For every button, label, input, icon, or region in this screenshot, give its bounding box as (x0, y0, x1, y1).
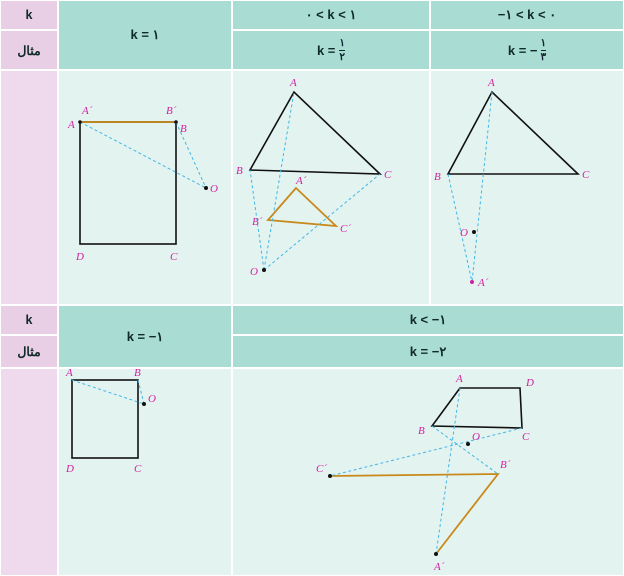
k-minus-third-numerator: ١ (540, 37, 547, 49)
label-a: A (290, 77, 297, 89)
range-minus1-to-0-value: −١ < k < ٠ (497, 7, 557, 22)
cell-k-minus-two (232, 335, 624, 368)
body-left-strip-row1 (0, 70, 58, 305)
label-o: O (148, 393, 156, 405)
label-b: B (434, 171, 441, 183)
figure-k-minus-one (58, 368, 232, 576)
label-b: B (134, 368, 141, 379)
label-d: D (526, 377, 534, 389)
k-minus-third-prefix: k = − (507, 42, 538, 58)
rectangle-abcd (80, 122, 176, 244)
triangle-a-b-c-prime (268, 188, 336, 226)
header-k-label: k (25, 8, 33, 22)
cell-k-half (232, 30, 430, 70)
label-b-prime: B´ (500, 459, 511, 471)
label-d: D (76, 251, 84, 263)
k-half-numerator: ١ (339, 37, 346, 49)
header-k-row1 (0, 0, 58, 30)
figure-k-minus-two-svg (232, 368, 624, 576)
rectangle-abcd (72, 380, 138, 458)
header-example-label-2: مثال (17, 345, 41, 359)
figure-k-minus-one-svg (58, 368, 232, 576)
label-a-prime: A´ (82, 105, 93, 117)
cell-k-equals-one (58, 0, 232, 70)
figure-k-minus-third (430, 70, 624, 305)
triangle-abc (448, 92, 578, 174)
quadrilateral-abcd (432, 388, 522, 428)
body-left-strip-row2 (0, 368, 58, 576)
label-b-prime: B´ (252, 216, 263, 228)
label-c: C (170, 251, 178, 263)
ray-c-to-c-prime (330, 428, 522, 476)
label-a-prime: A´ (434, 561, 445, 573)
figure-k-half (232, 70, 430, 305)
k-half-fraction (339, 38, 345, 62)
label-b: B (418, 425, 425, 437)
k-minus-third-denominator: ٣ (540, 50, 547, 63)
figure-k-minus-third-svg (430, 70, 624, 305)
cell-k-minus-third (430, 30, 624, 70)
ray-a-to-a-prime (472, 92, 492, 282)
cell-range-0-to-1 (232, 0, 430, 30)
label-d: D (66, 463, 74, 475)
label-o: O (250, 266, 258, 278)
point-o-dot (142, 402, 146, 406)
triangle-abc (250, 92, 380, 174)
ray-a-to-o (72, 380, 144, 404)
cell-range-minus1-to-0 (430, 0, 624, 30)
label-b-prime: B´ (166, 105, 177, 117)
label-a: A (456, 373, 463, 385)
k-half-prefix: k = (316, 42, 336, 58)
point-o-dot (466, 442, 470, 446)
header-example-row1 (0, 30, 58, 70)
label-c: C (522, 431, 530, 443)
point-c-prime-dot (328, 474, 332, 478)
k-minus-third-fraction (541, 38, 547, 62)
label-a-prime: A´ (478, 277, 489, 289)
header-example-label: مثال (17, 43, 41, 58)
point-a-prime-dot (470, 280, 474, 284)
point-o-dot (472, 230, 476, 234)
range-less-minus1-value: k < −١ (409, 312, 447, 327)
image-polyline-c-b-a-prime (330, 474, 498, 554)
label-c: C (134, 463, 142, 475)
label-c: C (384, 169, 392, 181)
k-minus-one-value: k = −١ (126, 328, 164, 344)
figure-k-one-svg (58, 70, 232, 305)
label-a: A (66, 368, 73, 379)
k-minus-two-value: k = −٢ (409, 343, 447, 359)
point-b-dot (174, 120, 178, 124)
label-o: O (460, 227, 468, 239)
header-example-row2 (0, 335, 58, 368)
header-k-label-2: k (25, 313, 33, 327)
label-c-prime: C´ (316, 463, 327, 475)
cell-range-less-minus1 (232, 305, 624, 335)
figure-k-minus-two (232, 368, 624, 576)
label-o: O (472, 431, 480, 443)
header-k-row2 (0, 305, 58, 335)
label-a-prime: A´ (296, 175, 307, 187)
label-c-prime: C´ (340, 223, 351, 235)
k-equals-one-value: k = ١ (130, 27, 160, 42)
k-half-denominator: ٢ (339, 50, 346, 63)
point-o-dot (204, 186, 208, 190)
label-a: A (68, 119, 75, 131)
figure-k-half-svg (232, 70, 430, 305)
point-a-dot (78, 120, 82, 124)
label-a: A (488, 77, 495, 89)
figure-k-one (58, 70, 232, 305)
label-o: O (210, 183, 218, 195)
range-0-to-1-value: ٠ < k < ١ (305, 7, 357, 22)
label-c: C (582, 169, 590, 181)
point-o-dot (262, 268, 266, 272)
label-b: B (180, 123, 187, 135)
point-a-prime-dot (434, 552, 438, 556)
ray-b-to-b-prime (432, 426, 498, 474)
ray-o-to-a (80, 122, 206, 188)
cell-k-minus-one (58, 305, 232, 368)
label-b: B (236, 165, 243, 177)
ray-b-to-o (138, 380, 144, 404)
